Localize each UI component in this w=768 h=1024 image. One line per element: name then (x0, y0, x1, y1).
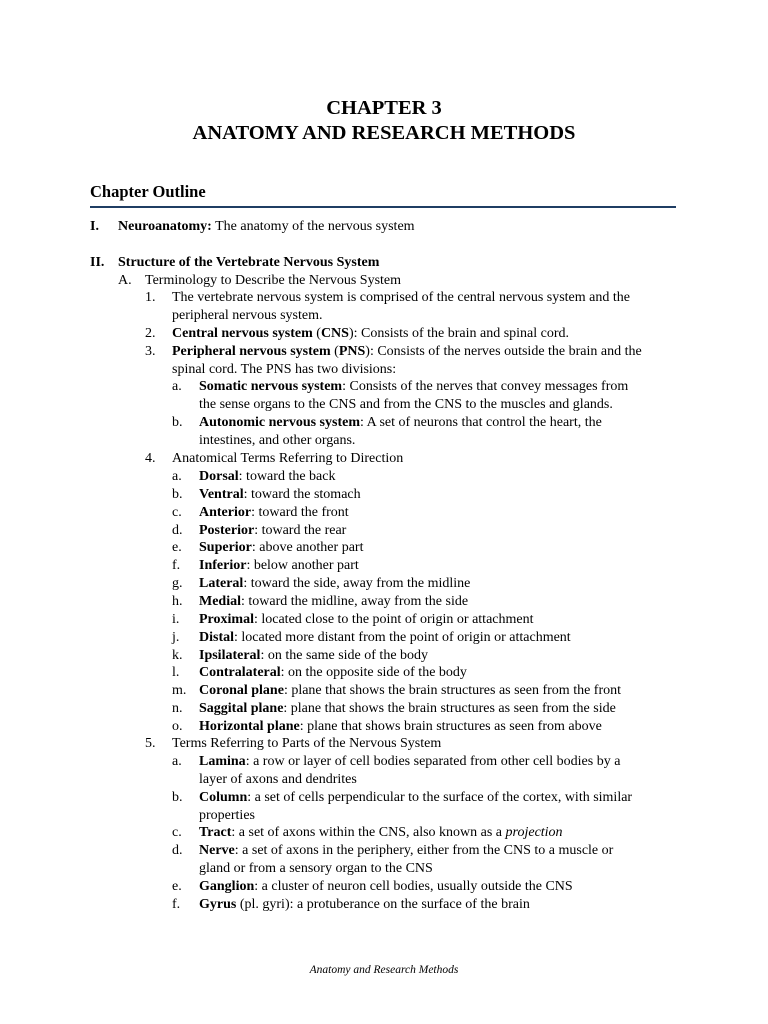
definition: : a set of axons within the CNS, also known as a (231, 825, 506, 840)
item-text-cont: layer of axons and dendrites (199, 772, 357, 787)
definition: : toward the midline, away from the side (241, 594, 469, 609)
term: Lateral (199, 576, 244, 592)
list-marker: k. (172, 647, 183, 663)
list-marker: b. (172, 415, 183, 430)
definition: : located close to the point of origin or attachment (253, 611, 534, 627)
definition: : a set of cells perpendicular to the surface of the cortex, with similar (247, 790, 633, 805)
term: Central nervous system (172, 326, 313, 341)
italic-term: projection (505, 825, 563, 840)
definition: : plane that shows the brain structures as seen from the front (283, 683, 622, 699)
list-marker: n. (172, 701, 183, 716)
definition: : above another part (251, 540, 364, 556)
term: Posterior (199, 522, 255, 538)
term: Peripheral nervous system (172, 344, 331, 359)
term: Gyrus (199, 897, 237, 912)
abbreviation: PNS (338, 344, 366, 359)
term: Ipsilateral (199, 647, 261, 663)
definition: The anatomy of the nervous system (211, 219, 415, 234)
term: Horizontal plane (199, 718, 300, 734)
list-marker: d. (172, 522, 183, 538)
list-marker: e. (172, 879, 182, 894)
definition: : Consists of the nerves that convey messages from (342, 379, 629, 394)
definition: : toward the back (238, 469, 336, 484)
definition: ): Consists of the nerves outside the brain and the (365, 344, 642, 359)
term: Anterior (199, 504, 252, 520)
list-marker: II. (90, 255, 105, 270)
page-footer: Anatomy and Research Methods (309, 964, 459, 976)
definition: : toward the side, away from the midline (243, 576, 471, 592)
list-marker: a. (172, 754, 182, 769)
term: Column (199, 790, 248, 805)
section-title: Structure of the Vertebrate Nervous System (118, 255, 380, 270)
list-marker: I. (90, 219, 99, 234)
definition: : located more distant from the point of origin or attachment (234, 629, 571, 645)
chapter-name: ANATOMY AND RESEARCH METHODS (192, 122, 576, 144)
term: Ganglion (199, 879, 255, 894)
term: Neuroanatomy: (118, 219, 212, 234)
list-marker: b. (172, 486, 183, 502)
definition: (pl. gyri): a protuberance on the surface of the brain (236, 897, 530, 912)
term: Distal (199, 629, 234, 645)
item-text-cont: properties (199, 808, 255, 823)
list-marker: m. (172, 683, 187, 699)
list-marker: c. (172, 825, 182, 840)
heading-rule (90, 206, 676, 208)
term: Inferior (199, 558, 247, 574)
definition: : plane that shows brain structures as seen from above (299, 718, 602, 734)
list-marker: d. (172, 843, 183, 858)
list-marker: l. (172, 665, 180, 681)
list-marker: 4. (145, 451, 156, 466)
list-marker: a. (172, 469, 182, 484)
list-marker: h. (172, 594, 183, 609)
item-text-cont: the sense organs to the CNS and from the CNS to the muscles and glands. (199, 397, 613, 412)
term: Medial (199, 594, 241, 609)
list-marker: 3. (145, 344, 156, 359)
subsection-title: Terminology to Describe the Nervous System (145, 273, 402, 288)
list-marker: b. (172, 790, 183, 805)
list-marker: f. (172, 558, 181, 574)
item-text-cont: peripheral nervous system. (172, 308, 323, 323)
definition: : on the same side of the body (260, 647, 429, 663)
item-text-cont: intestines, and other organs. (199, 433, 356, 448)
item-text: The vertebrate nervous system is comprised of the central nervous system and the (172, 290, 630, 305)
term: Contralateral (199, 665, 281, 681)
term: Somatic nervous system (199, 379, 343, 394)
term: Saggital plane (199, 701, 284, 716)
item-text-cont: spinal cord. The PNS has two divisions: (172, 362, 397, 377)
definition: : A set of neurons that control the heart, the (360, 415, 602, 430)
chapter-number: CHAPTER 3 (326, 97, 442, 119)
list-marker: j. (172, 629, 180, 645)
definition: ): Consists of the brain and spinal cord. (348, 326, 570, 341)
definition: : on the opposite side of the body (280, 665, 467, 681)
list-marker: i. (172, 611, 180, 627)
term: Autonomic nervous system (199, 415, 360, 430)
term: Lamina (199, 754, 246, 769)
list-marker: 2. (145, 326, 156, 341)
term: Dorsal (199, 469, 239, 484)
definition: : a row or layer of cell bodies separated from other cell bodies by a (245, 754, 621, 769)
definition: : plane that shows the brain structures as seen from the side (283, 701, 616, 716)
list-marker: 5. (145, 736, 156, 751)
term: Ventral (199, 486, 244, 502)
list-marker: o. (172, 718, 183, 734)
item-text: Terms Referring to Parts of the Nervous System (172, 736, 442, 751)
definition: : a set of axons in the periphery, either from the CNS to a muscle or (234, 843, 614, 858)
list-marker: 1. (145, 290, 156, 305)
list-marker: g. (172, 576, 183, 592)
list-marker: f. (172, 897, 181, 912)
abbreviation: CNS (320, 326, 349, 341)
term: Tract (199, 825, 232, 840)
outline-heading: Chapter Outline (90, 182, 206, 201)
list-marker: a. (172, 379, 182, 394)
list-marker: e. (172, 540, 182, 556)
definition: : a cluster of neuron cell bodies, usually outside the CNS (254, 879, 573, 894)
term: Coronal plane (199, 683, 284, 699)
term: Superior (199, 540, 252, 556)
item-text-cont: gland or from a sensory organ to the CNS (199, 861, 433, 876)
definition: : toward the stomach (243, 486, 361, 502)
definition: : toward the rear (254, 522, 347, 538)
list-marker: c. (172, 504, 182, 520)
item-text: Anatomical Terms Referring to Direction (172, 451, 404, 466)
term: Proximal (199, 611, 254, 627)
definition: : below another part (246, 558, 359, 574)
list-marker: A. (118, 273, 132, 288)
term: Nerve (199, 843, 235, 858)
definition: : toward the front (251, 504, 349, 520)
